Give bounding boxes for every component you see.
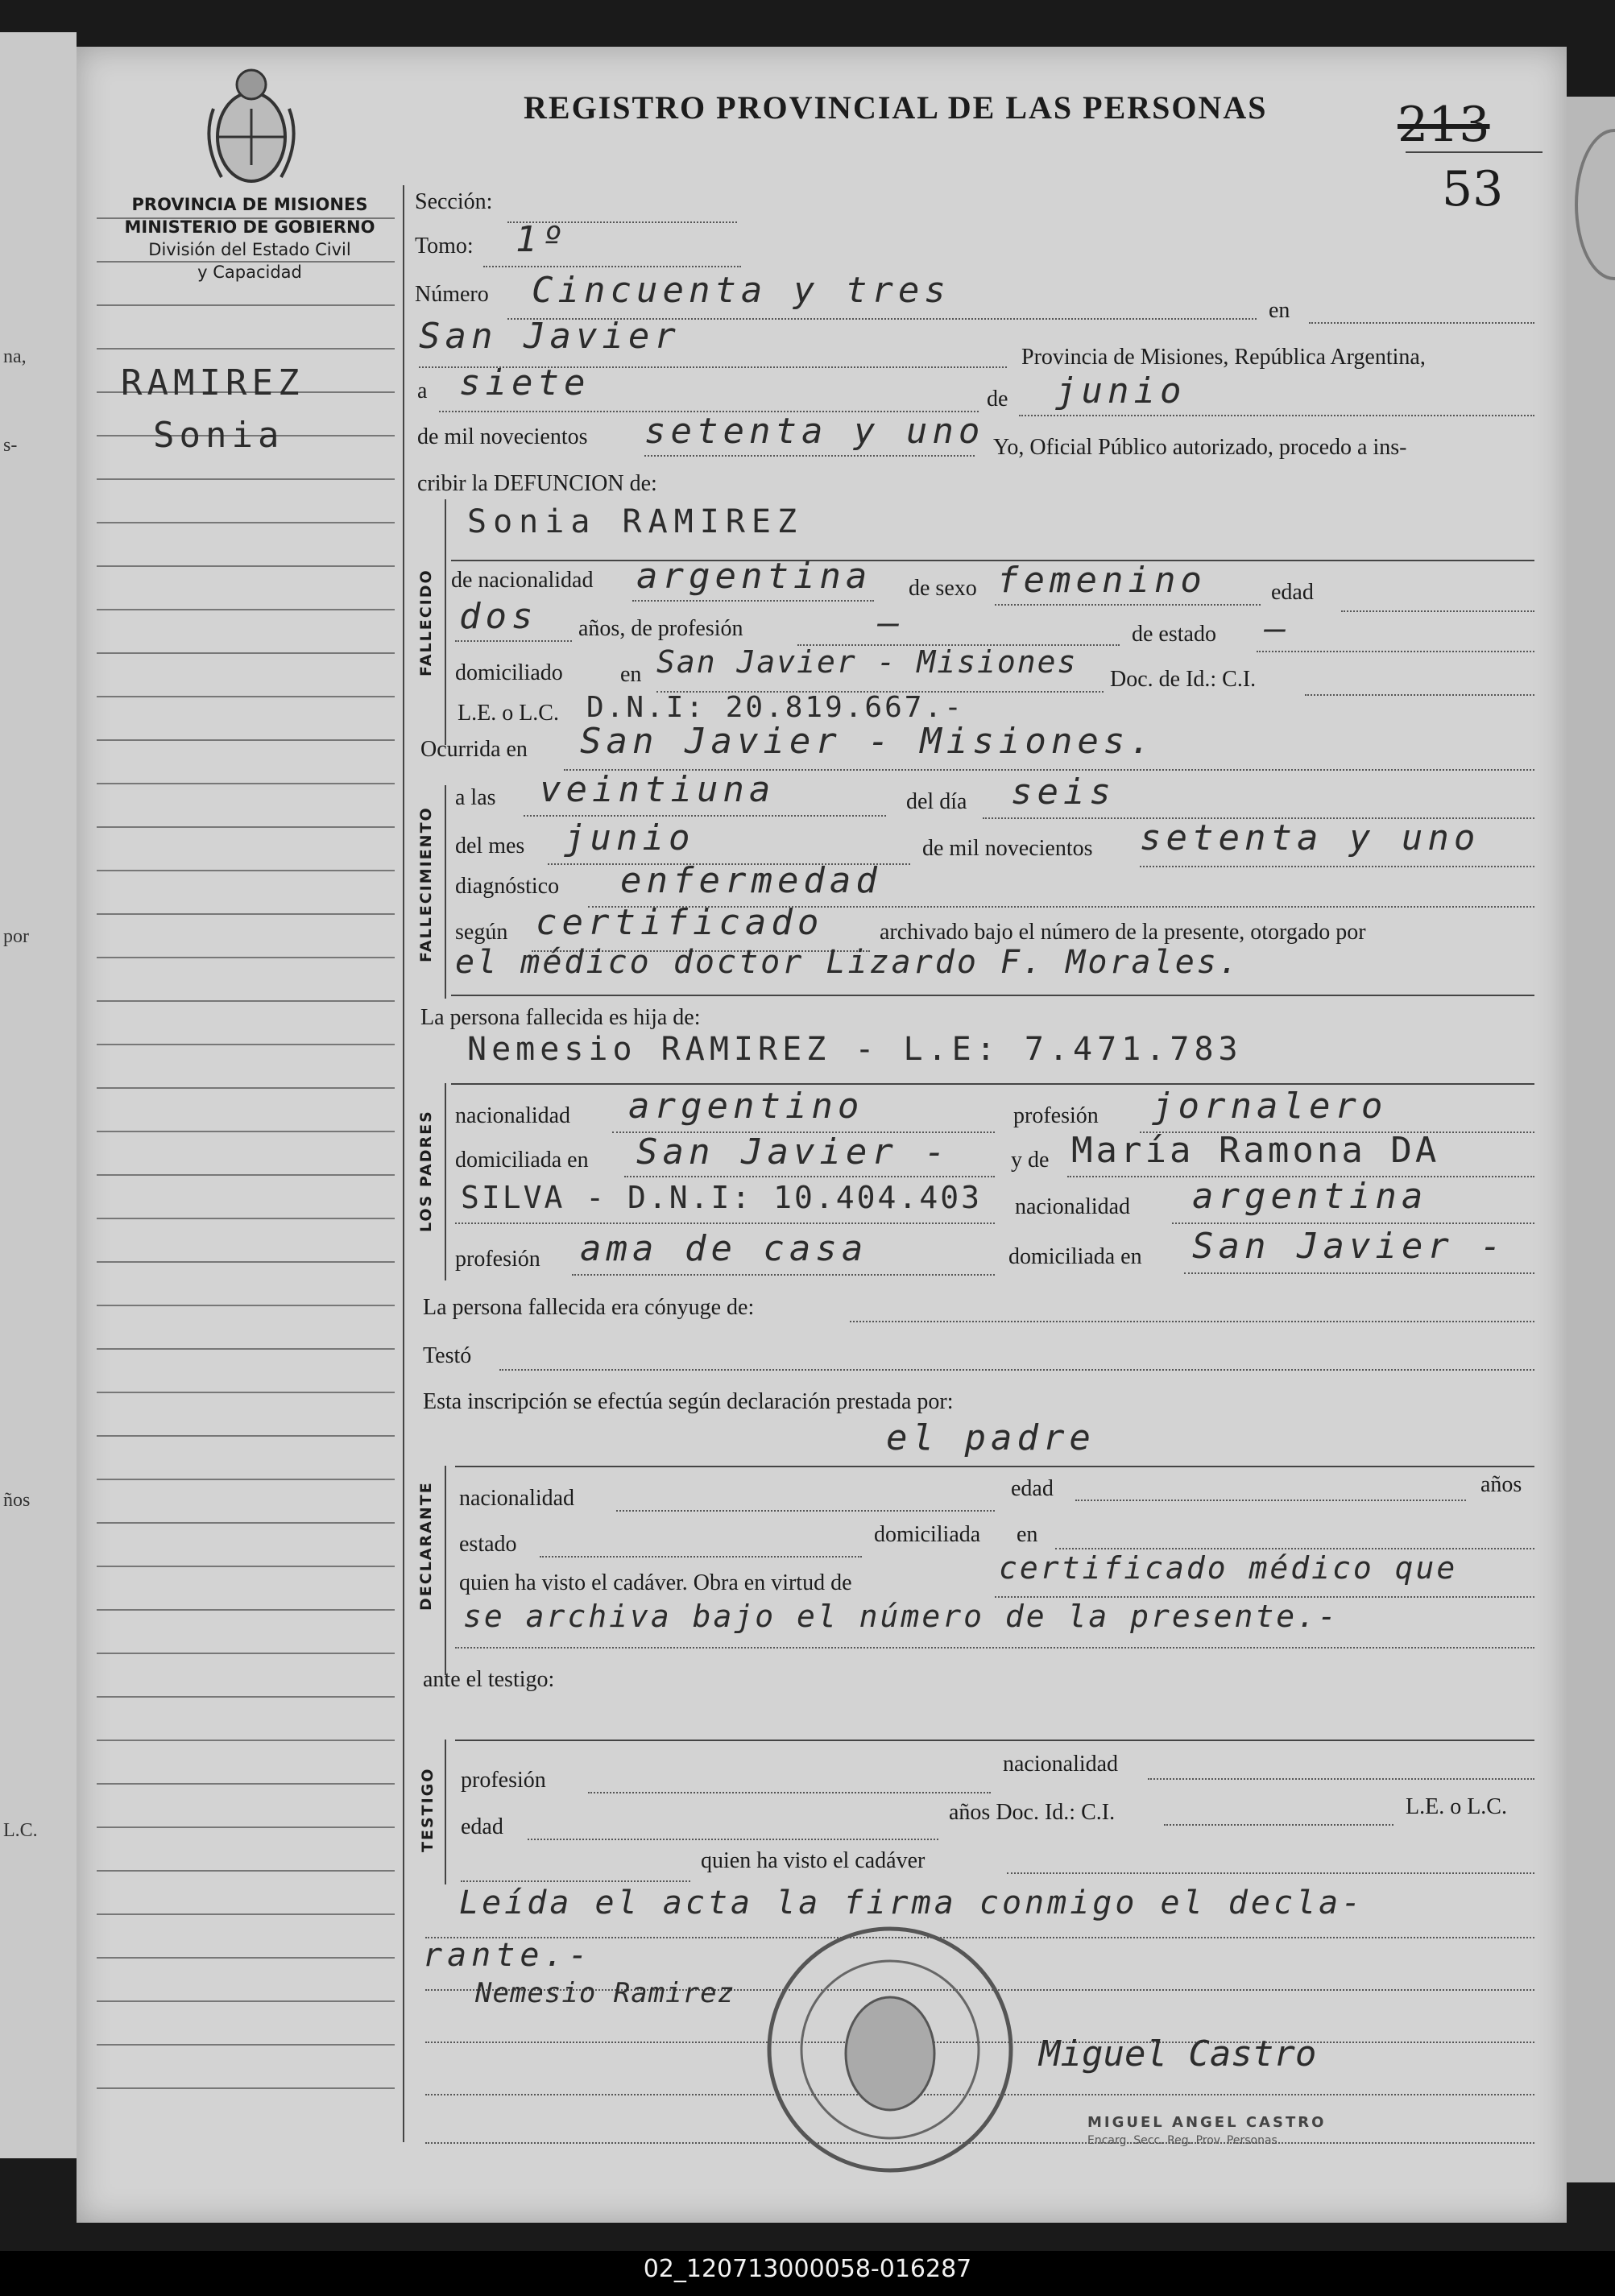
madre-cont-field	[455, 1222, 995, 1224]
en-field	[1309, 322, 1534, 324]
label-a: a	[417, 379, 428, 403]
margin-column	[97, 201, 395, 2134]
folio-number: 213	[1398, 97, 1490, 153]
margin-rule	[97, 1696, 395, 1698]
obra-cont-value: se archiva bajo el número de la presente.-	[463, 1599, 1339, 1634]
label-d-estado: estado	[459, 1532, 517, 1557]
office-line: PROVINCIA DE MISIONES	[131, 195, 368, 214]
t-visto-field2	[1007, 1872, 1534, 1874]
madre-nacionalidad-field	[1172, 1222, 1534, 1224]
margin-rule	[97, 1131, 395, 1132]
madre-domicilio-field	[1184, 1272, 1534, 1274]
margin-rule	[97, 348, 395, 350]
label-y-de: y de	[1011, 1148, 1050, 1173]
nota-value: Leída el acta la firma conmigo el decla-	[459, 1884, 1364, 1922]
signature-oficial: Miguel Castro	[1039, 2033, 1317, 2075]
folio-number: 53	[1442, 161, 1504, 217]
left-fragment: L.C.	[3, 1820, 38, 1841]
margin-rule	[97, 696, 395, 697]
padre-domicilio-field	[624, 1176, 995, 1177]
margin-rule	[97, 522, 395, 523]
label-de-sexo: de sexo	[909, 576, 977, 601]
dia-value: siete	[459, 362, 590, 403]
margin-rule	[97, 1957, 395, 1959]
left-fragment: por	[3, 926, 29, 947]
label-d-edad: edad	[1011, 1476, 1054, 1501]
label-t-edad: edad	[461, 1814, 503, 1839]
madre-nacionalidad-value: argentina	[1192, 1176, 1428, 1217]
obra-field	[995, 1596, 1534, 1598]
label-d-domiciliada: domiciliada	[874, 1522, 981, 1547]
margin-rule	[97, 1783, 395, 1785]
label-domiciliada-en: domiciliada en	[455, 1148, 589, 1173]
ocurrida-value: San Javier - Misiones.	[580, 721, 1156, 762]
margin-rule	[97, 1087, 395, 1089]
domicilio-value: San Javier - Misiones	[656, 644, 1078, 680]
section-label-padres: LOS PADRES	[417, 1110, 435, 1232]
label-provincia: Provincia de Misiones, República Argentina,	[1021, 345, 1426, 370]
madre-value: María Ramona DA	[1071, 1130, 1440, 1171]
margin-rule	[97, 1870, 395, 1872]
mes-field	[1019, 415, 1534, 416]
margin-rule	[97, 957, 395, 958]
margin-rule	[97, 1305, 395, 1306]
section-divider	[445, 499, 446, 745]
padre-value: Nemesio RAMIREZ - L.E: 7.471.783	[467, 1031, 1243, 1068]
label-de-estado: de estado	[1132, 622, 1216, 647]
doc-id-field	[1305, 694, 1534, 696]
label-de-mil-novecientos: de mil novecientos	[417, 424, 588, 449]
edge-stamp	[1575, 129, 1615, 280]
label-t-visto: quien ha visto el cadáver	[701, 1848, 926, 1873]
margin-divider	[403, 185, 404, 2142]
margin-rule	[97, 1826, 395, 1828]
obra-value: certificado médico que	[999, 1550, 1458, 1586]
edad-field	[1341, 610, 1534, 612]
label-en: en	[620, 662, 642, 687]
label-en: en	[1269, 298, 1290, 323]
label-diagnostico: diagnóstico	[455, 874, 560, 899]
margin-rule	[97, 1435, 395, 1437]
label-t-nacionalidad: nacionalidad	[1003, 1752, 1119, 1777]
estado-value: —	[1265, 608, 1291, 649]
label-del-dia: del día	[906, 789, 967, 814]
margin-rule	[97, 1566, 395, 1567]
margin-rule	[97, 1218, 395, 1219]
margin-rule	[97, 261, 395, 263]
medico-value: el médico doctor Lizardo F. Morales.	[455, 944, 1240, 981]
margin-rule	[97, 1348, 395, 1350]
official-seal-icon	[757, 1917, 1023, 2182]
label-d-en: en	[1017, 1522, 1038, 1547]
declarante-field	[455, 1466, 1534, 1467]
label-archivado: archivado bajo el número de la presente, otorgado por	[880, 920, 1366, 945]
margin-rule	[97, 1392, 395, 1393]
margin-rule	[97, 870, 395, 871]
margin-rule	[97, 2087, 395, 2089]
label-a-las: a las	[455, 785, 496, 810]
label-t-le-lc: L.E. o L.C.	[1406, 1794, 1507, 1819]
margin-rule	[97, 1740, 395, 1741]
padre-profesion-value: jornalero	[1152, 1086, 1388, 1127]
madre-cont-value: SILVA - D.N.I: 10.404.403	[461, 1180, 982, 1215]
oficial-cargo: Encarg. Secc. Reg. Prov. Personas	[1087, 2134, 1278, 2147]
hora-value: veintiuna	[540, 769, 776, 810]
margin-rule	[97, 913, 395, 915]
margin-rule	[97, 2000, 395, 2002]
margin-rule	[97, 304, 395, 306]
edad-value: dos	[459, 596, 538, 637]
numero-value: Cincuenta y tres	[532, 270, 950, 311]
label-t-profesion: profesión	[461, 1768, 546, 1793]
margin-rule	[97, 652, 395, 654]
label-hija-de: La persona fallecida es hija de:	[420, 1005, 701, 1030]
testo-field	[499, 1369, 1534, 1371]
madre-profesion-field	[572, 1274, 995, 1276]
label-de: de	[987, 387, 1008, 412]
label-ocurrida-en: Ocurrida en	[420, 737, 528, 762]
margin-rule	[97, 1479, 395, 1480]
t-edad-field	[528, 1839, 938, 1840]
d-estado-field	[540, 1556, 862, 1558]
label-declaracion: Esta inscripción se efectúa según declaración prestada por:	[423, 1389, 954, 1414]
label-nacionalidad-madre: nacionalidad	[1015, 1194, 1131, 1219]
padre-field	[451, 1083, 1534, 1085]
label-nacionalidad: nacionalidad	[455, 1103, 571, 1128]
section-label-fallecido: FALLECIDO	[417, 569, 435, 676]
segun-value: certificado	[536, 902, 824, 943]
label-edad: edad	[1271, 580, 1314, 605]
margin-rule	[97, 1044, 395, 1045]
mes-value: junio	[1055, 370, 1186, 412]
margin-rule	[97, 1522, 395, 1524]
diagnostico-value: enfermedad	[620, 860, 882, 901]
office-line: y Capacidad	[197, 263, 302, 282]
label-d-nacionalidad: nacionalidad	[459, 1486, 575, 1511]
margin-rule	[97, 1913, 395, 1915]
lugar-value: San Javier	[419, 316, 681, 357]
mes-fallec-value: junio	[564, 817, 695, 858]
label-segun: según	[455, 920, 508, 945]
label-numero: Número	[415, 282, 489, 307]
nacionalidad-field	[632, 600, 874, 602]
label-anos-profesion: años, de profesión	[578, 616, 743, 641]
nacionalidad-value: argentina	[636, 556, 872, 597]
section-label-fallecimiento: FALLECIMIENTO	[417, 806, 435, 962]
label-conyuge: La persona fallecida era cónyuge de:	[423, 1295, 755, 1320]
padre-domicilio-value: San Javier -	[636, 1131, 950, 1173]
margin-rule	[97, 1000, 395, 1002]
label-inscribir: cribir la DEFUNCION de:	[417, 471, 657, 496]
section-divider	[445, 1740, 446, 1884]
left-page-edge	[0, 32, 77, 2158]
madre-domicilio-value: San Javier -	[1192, 1226, 1506, 1267]
nombre-value: Sonia RAMIREZ	[467, 503, 804, 540]
label-de-nacionalidad: de nacionalidad	[451, 568, 594, 593]
profesion-value: —	[878, 602, 905, 643]
t-doc-field	[1164, 1824, 1393, 1826]
padre-nacionalidad-value: argentino	[628, 1086, 864, 1127]
d-nacionalidad-field	[616, 1510, 995, 1512]
label-domiciliada-madre: domiciliada en	[1008, 1244, 1142, 1269]
label-profesion: profesión	[1013, 1103, 1099, 1128]
margin-rule	[97, 609, 395, 610]
margin-rule	[97, 739, 395, 741]
section-label-testigo: TESTIGO	[419, 1767, 437, 1852]
label-d-anos: años	[1480, 1472, 1522, 1497]
margin-rule	[97, 1653, 395, 1654]
margin-rule	[97, 826, 395, 828]
label-oficial: Yo, Oficial Público autorizado, procedo a ins-	[993, 435, 1407, 460]
label-ante-testigo: ante el testigo:	[423, 1667, 555, 1692]
sexo-value: femenino	[997, 560, 1207, 601]
medico-field	[451, 995, 1534, 996]
label-d-visto: quien ha visto el cadáver. Obra en virtud de	[459, 1570, 852, 1595]
sexo-field	[995, 604, 1261, 606]
label-tomo: Tomo:	[415, 234, 474, 259]
margin-rule	[97, 1609, 395, 1611]
t-nacionalidad-field	[1148, 1778, 1534, 1780]
testigo-field	[455, 1740, 1534, 1741]
nombre-field	[451, 560, 1534, 561]
conyuge-field	[850, 1321, 1534, 1322]
page-title: REGISTRO PROVINCIAL DE LAS PERSONAS	[524, 89, 1268, 126]
label-del-mes: del mes	[455, 834, 525, 858]
estado-field	[1257, 651, 1534, 652]
signature-declarante: Nemesio Ramirez	[475, 1977, 735, 2009]
file-identifier: 02_120713000058-016287	[643, 2255, 972, 2283]
margin-rule	[97, 565, 395, 567]
folio-divider	[1406, 151, 1543, 153]
oficial-nombre: MIGUEL ANGEL CASTRO	[1087, 2114, 1327, 2131]
left-fragment: na,	[3, 346, 27, 367]
label-domiciliado: domiciliado	[455, 660, 563, 685]
office-line: División del Estado Civil	[148, 240, 351, 259]
section-label-declarante: DECLARANTE	[417, 1481, 435, 1611]
d-edad-field	[1075, 1500, 1466, 1501]
anio-value: setenta y uno	[644, 411, 985, 452]
nota-cont-value: rante.-	[423, 1937, 593, 1974]
left-fragment: s-	[3, 435, 18, 456]
documento-value: D.N.I: 20.819.667.-	[586, 691, 964, 724]
label-t-anos-doc: años Doc. Id.: C.I.	[949, 1800, 1116, 1825]
right-page-edge	[1567, 97, 1615, 2182]
coat-of-arms-icon	[197, 60, 306, 189]
madre-profesion-value: ama de casa	[580, 1228, 868, 1269]
margin-rule	[97, 783, 395, 784]
t-visto-field	[461, 1880, 690, 1882]
margin-rule	[97, 478, 395, 480]
left-fragment: ños	[3, 1490, 31, 1511]
hora-field	[524, 815, 886, 817]
office-line: MINISTERIO DE GOBIERNO	[124, 217, 375, 237]
tomo-field	[483, 266, 741, 267]
anio-field	[644, 455, 975, 457]
margin-surname: RAMIREZ	[121, 362, 304, 403]
margin-rule	[97, 1261, 395, 1263]
t-profesion-field	[588, 1792, 991, 1793]
margin-rule	[97, 2044, 395, 2046]
obra-cont-field	[455, 1647, 1534, 1649]
dia-fallec-value: seis	[1011, 772, 1116, 813]
declarante-value: el padre	[886, 1417, 1095, 1458]
margin-rule	[97, 217, 395, 219]
anio-fallec-value: setenta y uno	[1140, 817, 1480, 858]
label-profesion-madre: profesión	[455, 1247, 540, 1272]
label-de-mil-novecientos: de mil novecientos	[922, 836, 1093, 861]
anio-fallec-field	[1140, 866, 1534, 867]
label-seccion: Sección:	[415, 189, 493, 214]
tomo-value: 1º	[516, 219, 568, 260]
label-testo: Testó	[423, 1343, 472, 1368]
d-domicilio-field	[1055, 1548, 1534, 1549]
margin-rule	[97, 1174, 395, 1176]
label-doc-id: Doc. de Id.: C.I.	[1110, 667, 1257, 692]
section-divider	[445, 1466, 446, 1675]
label-le-lc: L.E. o L.C.	[458, 701, 559, 726]
section-divider	[445, 1083, 446, 1280]
margin-given-name: Sonia	[153, 415, 284, 456]
edad-anios-field	[455, 640, 572, 642]
section-divider	[445, 785, 446, 999]
